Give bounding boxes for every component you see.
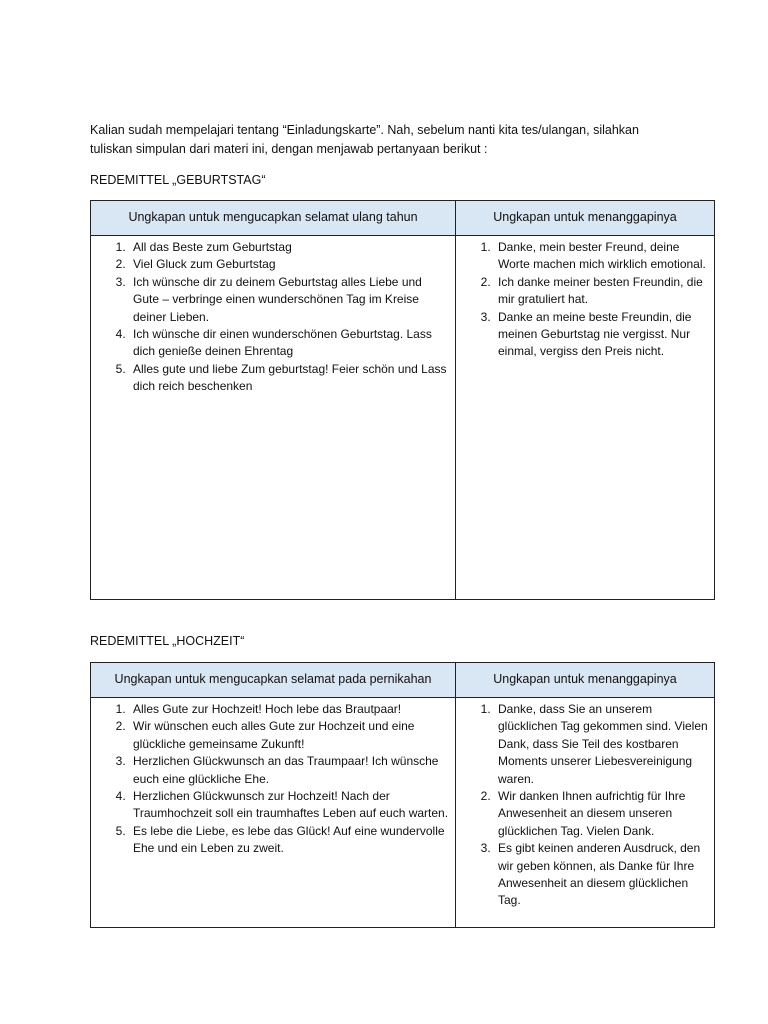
column-header-response: Ungkapan untuk menanggapinya [456, 201, 715, 236]
list-item: 1. All das Beste zum Geburtstag [129, 239, 451, 256]
table-geburtstag [90, 200, 715, 600]
list-item: 4. Ich wünsche dir einen wunderschönen Geburtstag. Lass dich genieße deinen Ehrentag [129, 326, 451, 361]
response-list [460, 701, 710, 910]
response-list [460, 239, 710, 361]
list-item: 3. Ich wünsche dir zu deinem Geburtstag alles Liebe und Gute – verbringe einen wunderschönen Tag im Kreise deiner Lieben. [129, 274, 451, 326]
section-title-geburtstag: REDEMITTEL „GEBURTSTAG“ [90, 173, 266, 187]
list-item: 5. Es lebe die Liebe, es lebe das Glück! Auf eine wundervolle Ehe und ein Leben zu zweit. [129, 823, 451, 858]
list-item: 1. Danke, mein bester Freund, deine Worte machen mich wirklich emotional. [494, 239, 710, 274]
response-cell [456, 698, 715, 928]
table-header-row [91, 201, 715, 236]
greeting-list [95, 239, 451, 396]
column-header-response: Ungkapan untuk menanggapinya [456, 663, 715, 698]
intro-line-1: Kalian sudah mempelajari tentang “Einladungskarte”. Nah, sebelum nanti kita tes/ulangan, silahkan [90, 123, 639, 137]
list-item: 2. Wir wünschen euch alles Gute zur Hochzeit und eine glückliche gemeinsame Zukunft! [129, 718, 451, 753]
table-header-row [91, 663, 715, 698]
list-item: 2. Wir danken Ihnen aufrichtig für Ihre Anwesenheit an diesem unseren glücklichen Tag. Vielen Dank. [494, 788, 710, 840]
column-header-greeting: Ungkapan untuk mengucapkan selamat ulang tahun [91, 201, 456, 236]
greeting-cell [91, 698, 456, 928]
section-title-hochzeit: REDEMITTEL „HOCHZEIT“ [90, 634, 245, 648]
list-item: 5. Alles gute und liebe Zum geburtstag! Feier schön und Lass dich reich beschenken [129, 361, 451, 396]
list-item: 1. Danke, dass Sie an unserem glücklichen Tag gekommen sind. Vielen Dank, dass Sie Teil des kostbaren Moments unserer Liebesvereinigung waren. [494, 701, 710, 788]
greeting-cell [91, 236, 456, 600]
list-item: 1. Alles Gute zur Hochzeit! Hoch lebe das Brautpaar! [129, 701, 451, 718]
list-item: 3. Es gibt keinen anderen Ausdruck, den wir geben können, als Danke für Ihre Anwesenheit an diesem glücklichen Tag. [494, 840, 710, 910]
list-item: 2. Viel Gluck zum Geburtstag [129, 256, 451, 273]
list-item: 2. Ich danke meiner besten Freundin, die mir gratuliert hat. [494, 274, 710, 309]
greeting-list [95, 701, 451, 858]
table-body-row [91, 236, 715, 600]
list-item: 3. Herzlichen Glückwunsch an das Traumpaar! Ich wünsche euch eine glückliche Ehe. [129, 753, 451, 788]
intro-paragraph [90, 121, 690, 159]
column-header-greeting: Ungkapan untuk mengucapkan selamat pada pernikahan [91, 663, 456, 698]
table-hochzeit [90, 662, 715, 928]
response-cell [456, 236, 715, 600]
list-item: 3. Danke an meine beste Freundin, die meinen Geburtstag nie vergisst. Nur einmal, vergiss den Preis nicht. [494, 309, 710, 361]
list-item: 4. Herzlichen Glückwunsch zur Hochzeit! Nach der Traumhochzeit soll ein traumhaftes Leben auf euch warten. [129, 788, 451, 823]
intro-line-2: tuliskan simpulan dari materi ini, dengan menjawab pertanyaan berikut : [90, 142, 488, 156]
table-body-row [91, 698, 715, 928]
